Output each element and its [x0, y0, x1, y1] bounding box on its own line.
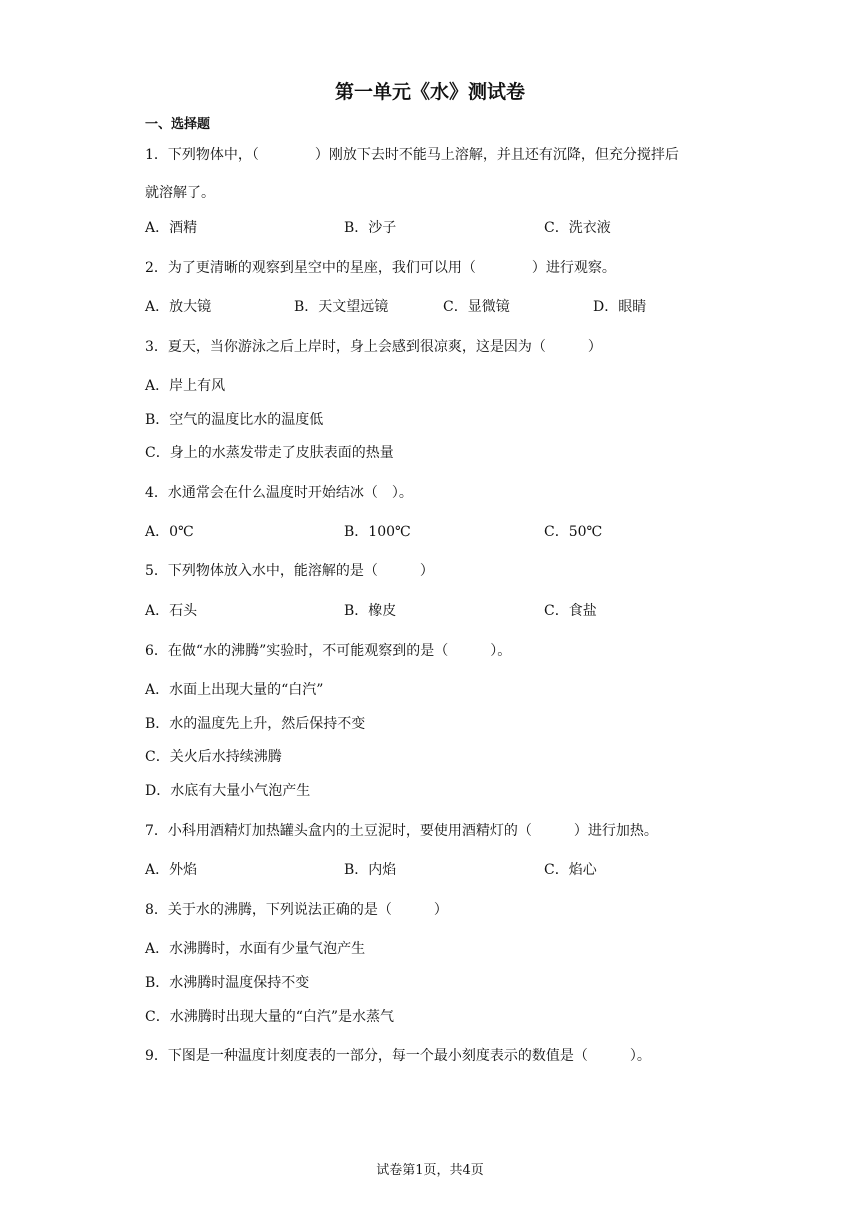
q3-option-b[interactable]: B．空气的温度比水的温度低 — [145, 412, 324, 428]
q6-option-b[interactable]: B．水的温度先上升，然后保持不变 — [145, 716, 366, 732]
question-4-text: 4．水通常会在什么温度时开始结冰（ ）。 — [145, 485, 413, 501]
q6-option-d[interactable]: D．水底有大量小气泡产生 — [145, 783, 311, 799]
q7-option-b[interactable]: B．内焰 — [344, 862, 397, 878]
page-title: 第一单元《水》测试卷 — [334, 81, 525, 103]
question-8-text: 8．关于水的沸腾，下列说法正确的是（ ） — [145, 902, 448, 918]
question-1-text: 1．下列物体中，（ ）刚放下去时不能马上溶解，并且还有沉降，但充分搅拌后 — [145, 147, 679, 163]
q8-option-c[interactable]: C．水沸腾时出现大量的“白汽”是水蒸气 — [145, 1009, 395, 1025]
q1-option-a[interactable]: A．酒精 — [145, 220, 198, 236]
q8-option-a[interactable]: A．水沸腾时，水面有少量气泡产生 — [145, 941, 366, 957]
question-1-text-continued: 就溶解了。 — [145, 185, 215, 201]
q6-option-a[interactable]: A．水面上出现大量的“白汽” — [145, 682, 324, 698]
q1-option-c[interactable]: C．洗衣液 — [544, 220, 611, 236]
question-5-text: 5．下列物体放入水中，能溶解的是（ ） — [145, 563, 434, 579]
q8-option-b[interactable]: B．水沸腾时温度保持不变 — [145, 975, 310, 991]
question-6-text: 6．在做“水的沸腾”实验时，不可能观察到的是（ ）。 — [145, 643, 512, 659]
section-heading: 一、选择题 — [145, 117, 211, 132]
q2-option-c[interactable]: C．显微镜 — [443, 299, 510, 315]
q1-option-b[interactable]: B．沙子 — [344, 220, 397, 236]
question-7-text: 7．小科用酒精灯加热罐头盒内的土豆泥时，要使用酒精灯的（ ）进行加热。 — [145, 823, 658, 839]
q5-option-a[interactable]: A．石头 — [145, 603, 198, 619]
q4-option-a[interactable]: A．0℃ — [145, 524, 194, 540]
q2-option-b[interactable]: B．天文望远镜 — [294, 299, 389, 315]
q7-option-c[interactable]: C．焰心 — [544, 862, 597, 878]
q5-option-c[interactable]: C．食盐 — [544, 603, 597, 619]
q4-option-b[interactable]: B．100℃ — [344, 524, 411, 540]
q4-option-c[interactable]: C．50℃ — [544, 524, 603, 540]
question-2-text: 2．为了更清晰的观察到星空中的星座，我们可以用（ ）进行观察。 — [145, 260, 616, 276]
question-3-text: 3．夏天，当你游泳之后上岸时，身上会感到很凉爽，这是因为（ ） — [145, 339, 602, 355]
question-9-text: 9．下图是一种温度计刻度表的一部分，每一个最小刻度表示的数值是（ ）。 — [145, 1048, 651, 1064]
q3-option-a[interactable]: A．岸上有风 — [145, 378, 226, 394]
q6-option-c[interactable]: C．关火后水持续沸腾 — [145, 749, 282, 765]
q7-option-a[interactable]: A．外焰 — [145, 862, 198, 878]
q3-option-c[interactable]: C．身上的水蒸发带走了皮肤表面的热量 — [145, 445, 394, 461]
page-footer: 试卷第1页，共4页 — [376, 1163, 484, 1178]
q2-option-d[interactable]: D．眼睛 — [593, 299, 647, 315]
q5-option-b[interactable]: B．橡皮 — [344, 603, 397, 619]
q2-option-a[interactable]: A．放大镜 — [145, 299, 212, 315]
